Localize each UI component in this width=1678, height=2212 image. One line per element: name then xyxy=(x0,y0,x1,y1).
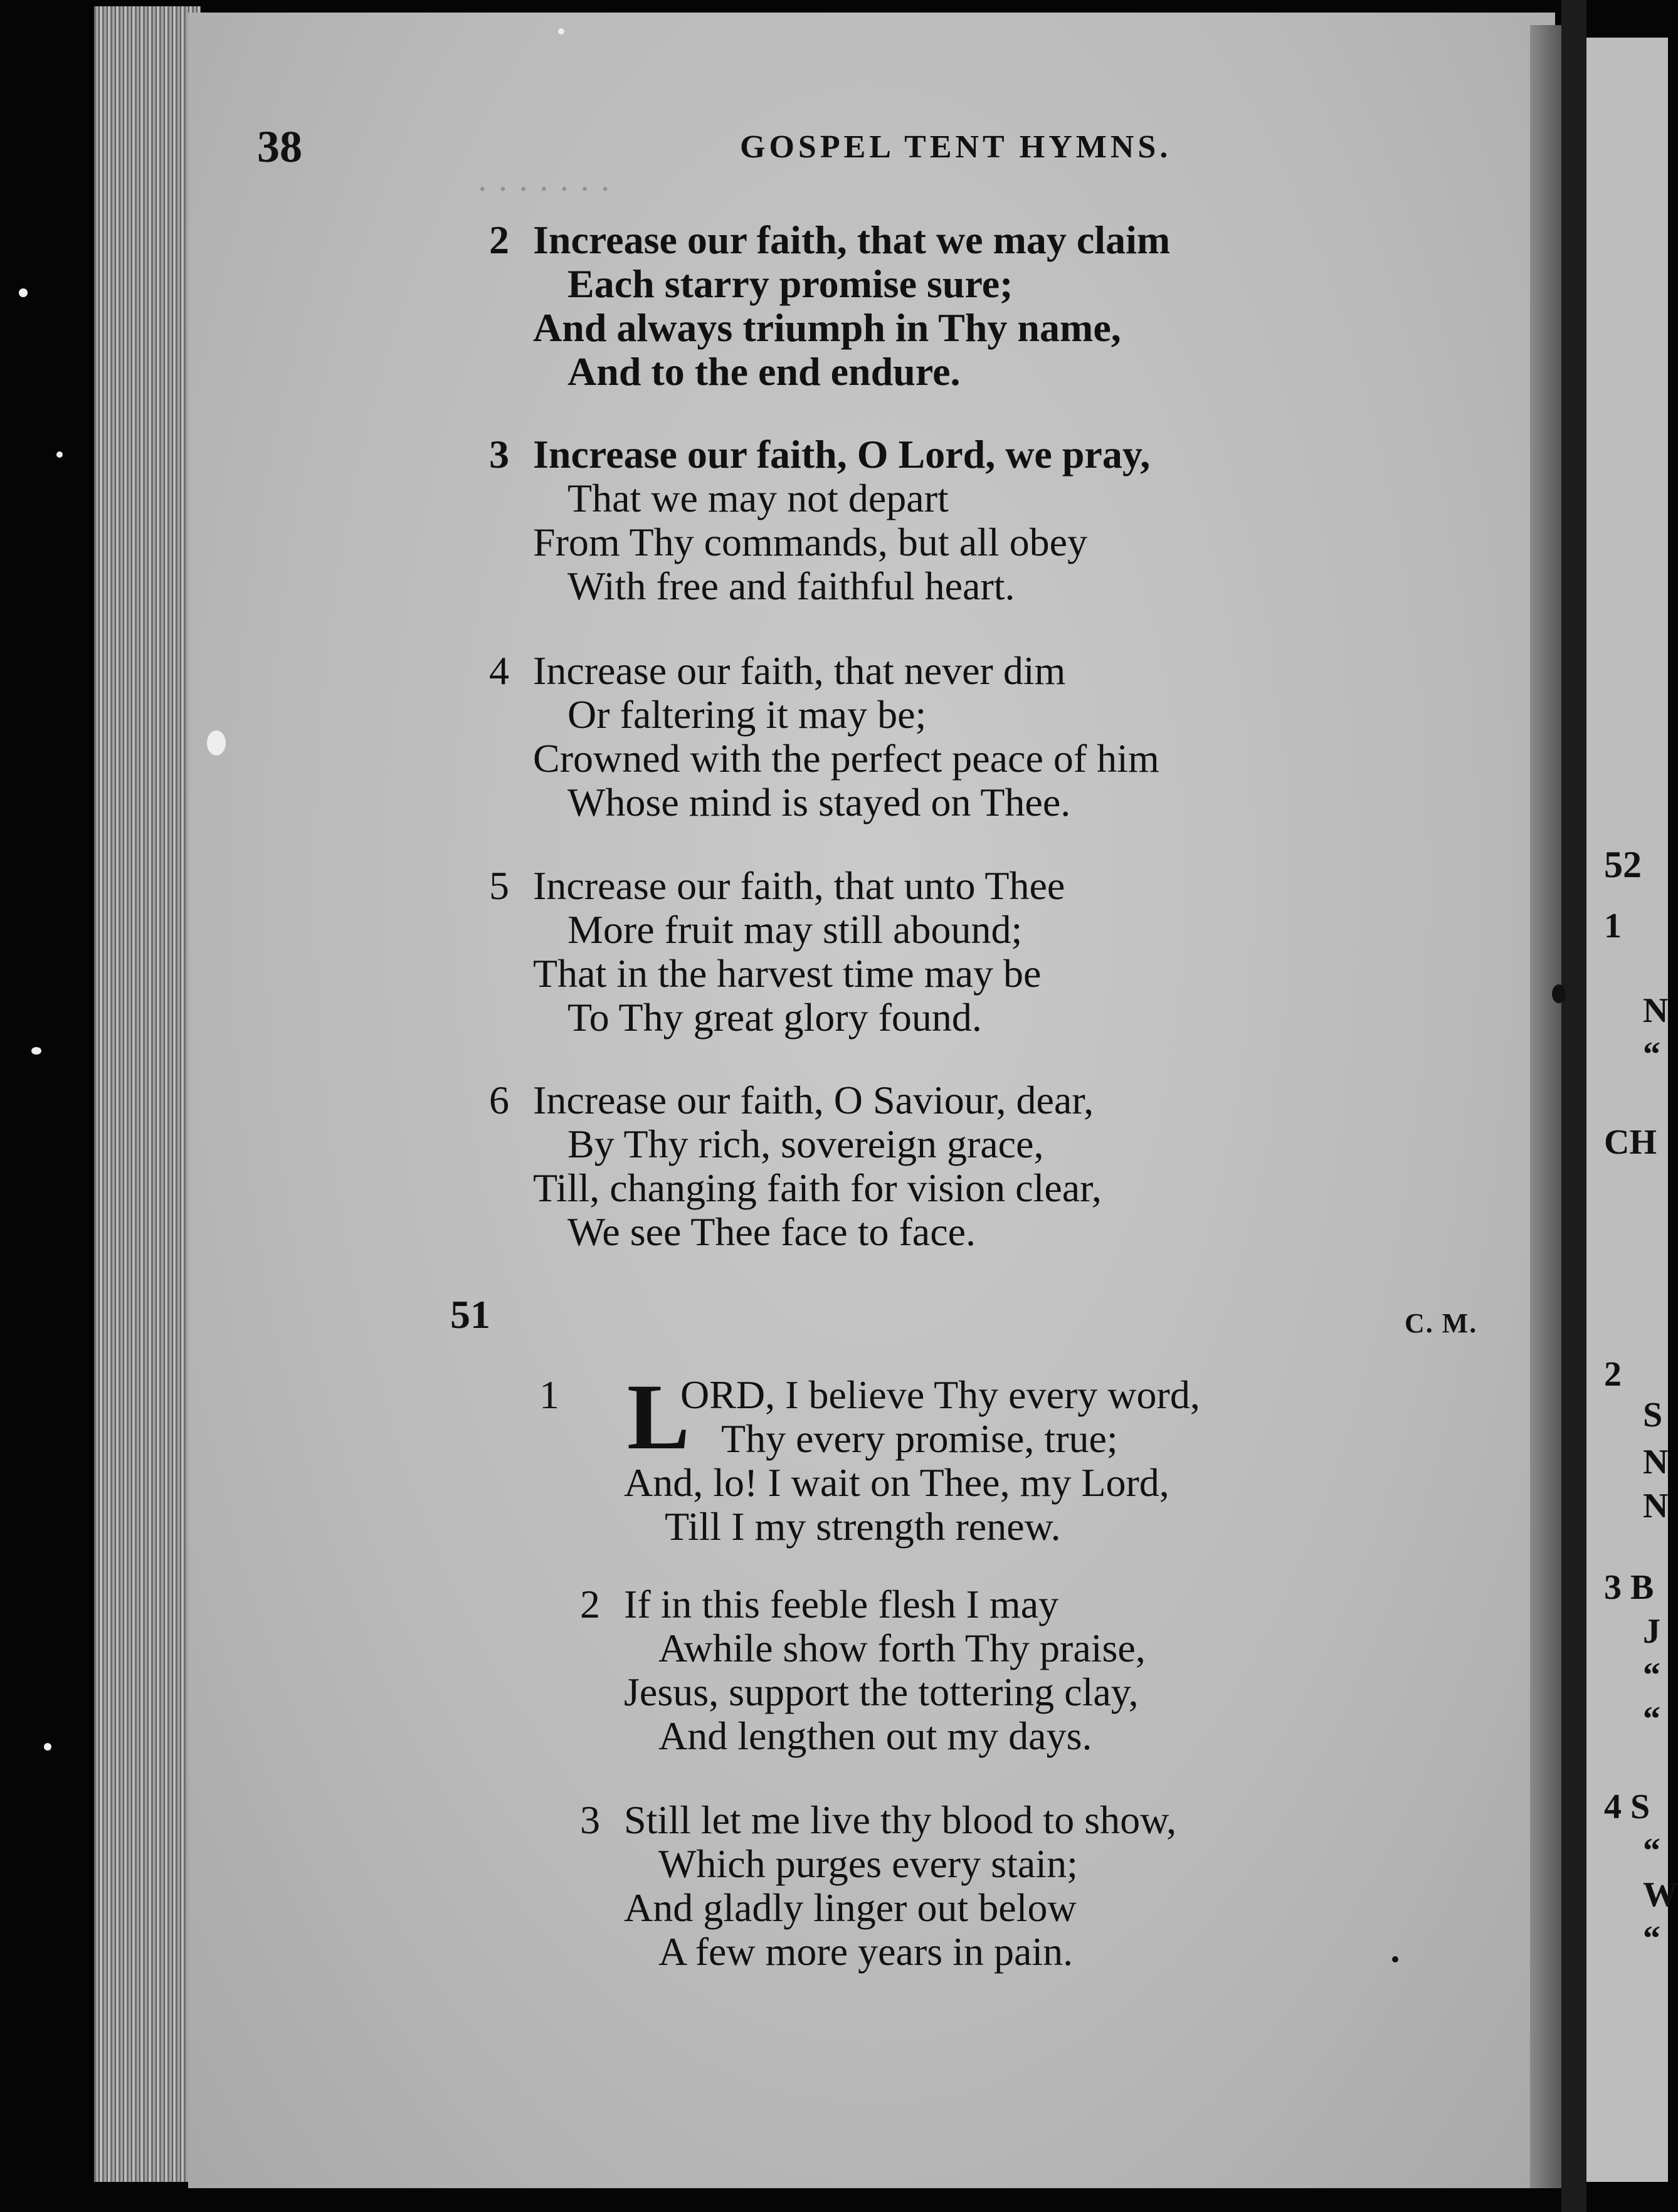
verse-line: 2 Increase our faith, that we may claim xyxy=(489,218,1171,262)
verse-line: Each starry promise sure; xyxy=(567,261,1013,306)
verse-line: Or faltering it may be; xyxy=(567,692,927,737)
verse-line: 6 Increase our faith, O Saviour, dear, xyxy=(489,1078,1094,1122)
facing-line: “ xyxy=(1643,1656,1660,1695)
dust-speck xyxy=(31,1047,41,1055)
verse-number: 6 xyxy=(489,1078,509,1122)
verse-number: 4 xyxy=(489,648,509,693)
verse-number: 3 xyxy=(489,432,509,477)
verse-line: Thy every promise, true; xyxy=(721,1416,1118,1461)
facing-line: N xyxy=(1643,991,1669,1030)
facing-line: N xyxy=(1643,1443,1669,1482)
verse-line: More fruit may still abound; xyxy=(567,907,1023,952)
facing-line: CH xyxy=(1604,1123,1657,1162)
verse-line: A few more years in pain. xyxy=(658,1929,1074,1974)
facing-line: S xyxy=(1643,1396,1663,1435)
verse-4 xyxy=(489,648,1159,824)
verse-line: That we may not depart xyxy=(567,476,949,520)
verse-number: 3 xyxy=(580,1798,600,1842)
facing-page-fragment xyxy=(1586,38,1678,2182)
verse-line: 1 ORD, I believe Thy every word, xyxy=(539,1372,1200,1417)
facing-line: W xyxy=(1643,1875,1678,1914)
verse-line: Crowned with the perfect peace of him xyxy=(533,736,1159,781)
dust-speck xyxy=(207,730,226,756)
verse-line: 3 Increase our faith, O Lord, we pray, xyxy=(489,432,1151,477)
hymn-meter: C. M. xyxy=(1405,1308,1478,1339)
verse-number: 5 xyxy=(489,863,509,908)
facing-line: J xyxy=(1643,1612,1660,1651)
facing-line: 1 xyxy=(1604,907,1622,945)
dust-speck xyxy=(44,1743,51,1751)
facing-line: 3 B xyxy=(1604,1568,1654,1607)
running-head xyxy=(0,110,1668,179)
verse-line: Till, changing faith for vision clear, xyxy=(533,1166,1102,1210)
verse-2 xyxy=(489,218,1171,394)
hymn-number: 51 xyxy=(450,1292,490,1337)
dust-speck xyxy=(558,28,564,34)
verse-line: Jesus, support the tottering clay, xyxy=(624,1670,1139,1714)
dust-speck xyxy=(19,288,28,297)
verse-line: And lengthen out my days. xyxy=(658,1714,1092,1758)
facing-line: “ xyxy=(1643,1919,1660,1958)
verse-line: Which purges every stain; xyxy=(658,1841,1078,1886)
verse-line: With free and faithful heart. xyxy=(567,564,1015,608)
verse-line: Awhile show forth Thy praise, xyxy=(658,1626,1146,1670)
verse-number: 1 xyxy=(539,1372,559,1417)
facing-line: “ xyxy=(1643,1831,1660,1870)
ink-speck xyxy=(1392,1956,1398,1962)
drop-cap: L xyxy=(627,1365,690,1469)
verse-line: 2 If in this feeble flesh I may xyxy=(580,1582,1059,1626)
verse-line: 5 Increase our faith, that unto Thee xyxy=(489,863,1065,908)
verse-line: By Thy rich, sovereign grace, xyxy=(567,1122,1044,1166)
page-number: 38 xyxy=(257,122,302,172)
facing-line: 52 xyxy=(1604,844,1642,885)
hymn51-verse-2 xyxy=(580,1582,1146,1758)
running-title: GOSPEL TENT HYMNS. xyxy=(740,129,1172,165)
verse-line: And gladly linger out below xyxy=(624,1885,1077,1930)
verse-line: Whose mind is stayed on Thee. xyxy=(567,780,1071,824)
verse-number: 2 xyxy=(489,218,509,262)
facing-line: “ xyxy=(1643,1035,1660,1074)
verse-5 xyxy=(489,863,1065,1040)
verse-line: 4 Increase our faith, that never dim xyxy=(489,648,1066,693)
verse-line: To Thy great glory found. xyxy=(567,995,982,1040)
verse-3 xyxy=(489,432,1151,608)
bleed-through: · · · · · · · xyxy=(477,170,611,209)
facing-line: “ xyxy=(1643,1700,1660,1739)
verse-line: 3 Still let me live thy blood to show, xyxy=(580,1798,1177,1842)
facing-line: N xyxy=(1643,1487,1669,1525)
verse-6 xyxy=(489,1078,1102,1254)
hymn51-verse-3 xyxy=(580,1798,1177,1974)
hymn51-verse-1 xyxy=(539,1372,1200,1549)
book-gutter xyxy=(1561,0,1586,2212)
verse-line: From Thy commands, but all obey xyxy=(533,520,1088,564)
verse-line: And always triumph in Thy name, xyxy=(533,305,1121,350)
facing-line: 2 xyxy=(1604,1355,1622,1394)
verse-line: And to the end endure. xyxy=(567,349,961,394)
facing-line: 4 S xyxy=(1604,1788,1650,1826)
verse-number: 2 xyxy=(580,1582,600,1626)
dust-speck xyxy=(56,451,63,458)
verse-line: That in the harvest time may be xyxy=(533,951,1042,996)
verse-line: Till I my strength renew. xyxy=(665,1504,1061,1549)
ink-speck xyxy=(1552,984,1566,1003)
page-edge-stack xyxy=(94,6,201,2182)
verse-line: We see Thee face to face. xyxy=(567,1209,976,1254)
verse-line: And, lo! I wait on Thee, my Lord, xyxy=(624,1460,1169,1505)
